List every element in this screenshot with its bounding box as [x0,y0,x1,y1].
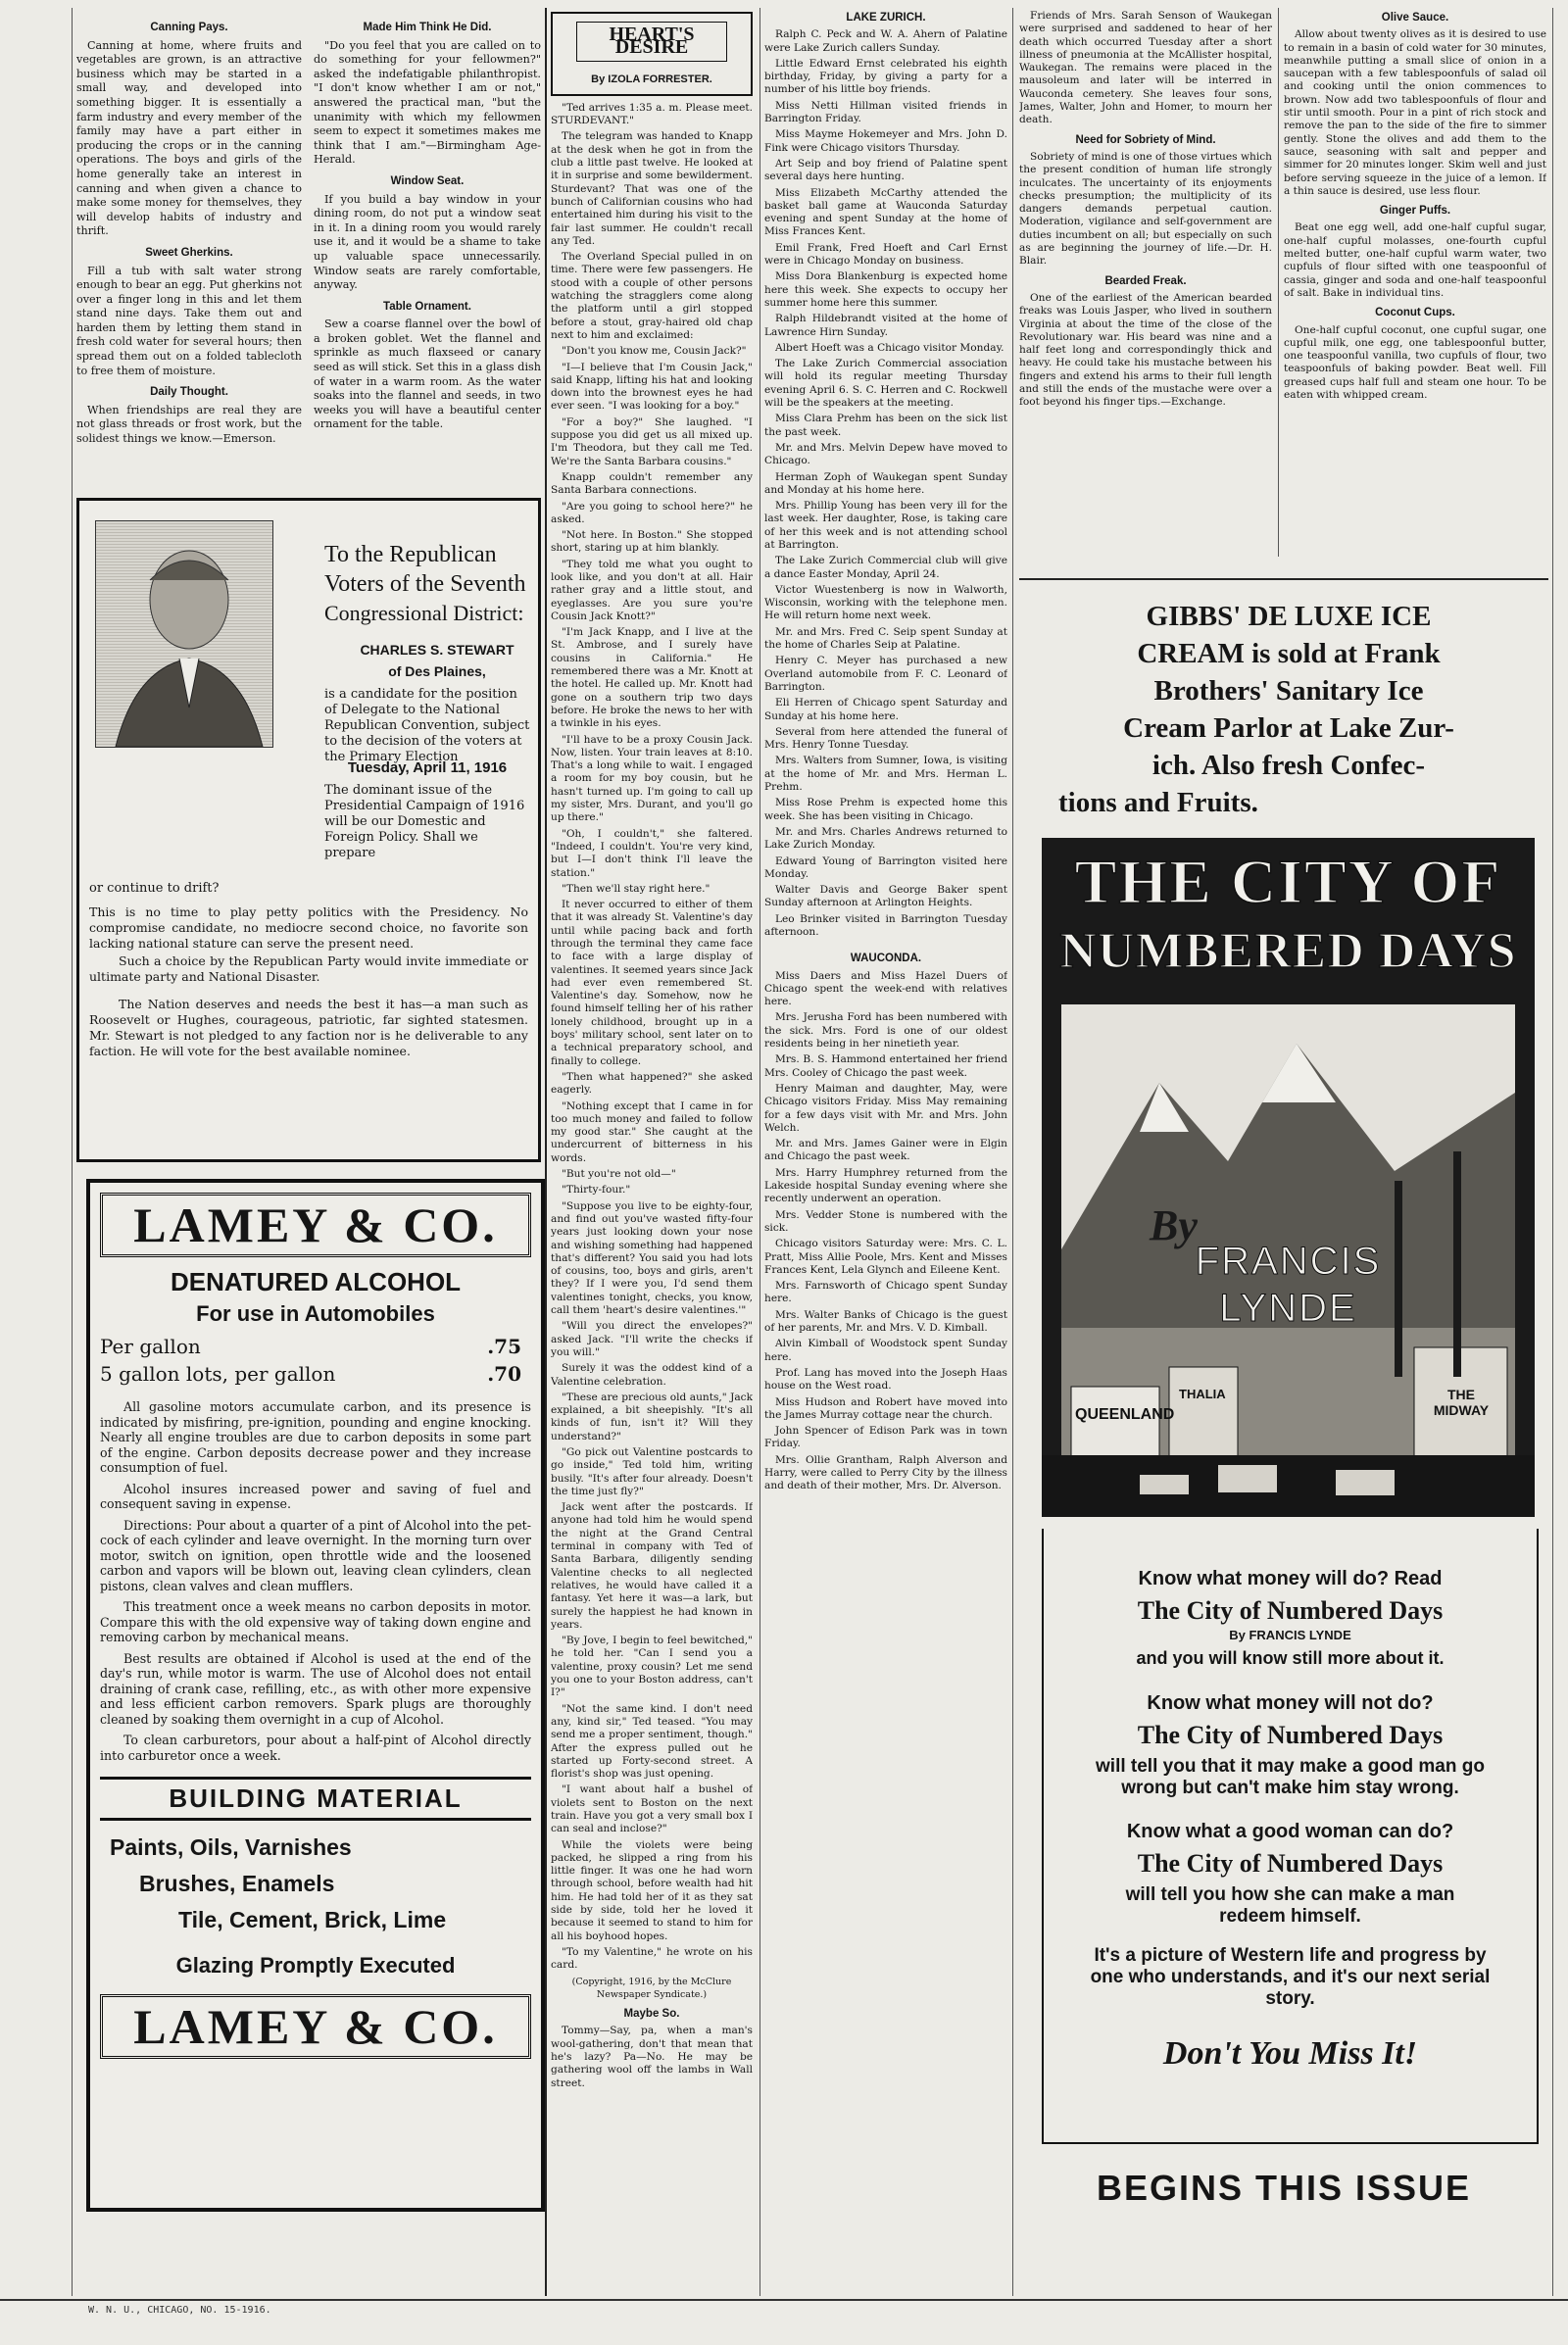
news-item: Mrs. Ollie Grantham, Ralph Alverson and Harry, were called to Perry City by the illness and death of their mother, Mrs. Dr. Alverson. [764,1453,1007,1492]
story-text: "Then we'll stay right here." [562,882,710,895]
gibbs-line-4: Cream Parlor at Lake Zur- [1123,712,1454,744]
lamey-paragraph-6: To clean carburetors, pour about a half-pint of Alcohol directly into carburetor once a week. [100,1733,531,1763]
story-text: "To my Valentine," he wrote on his card. [551,1945,753,1972]
material-line-3: Tile, Cement, Brick, Lime [178,1907,447,1932]
stewart-paragraph-2: Such a choice by the Republican Party would invite immediate or ultimate party and National Disaster. [89,953,528,984]
material-line-2: Brushes, Enamels [139,1871,335,1896]
news-item: Ralph C. Peck and W. A. Ahern of Palatine were Lake Zurich callers Sunday. [764,28,1007,54]
story-text: "Are you going to school here?" he asked. [551,500,753,525]
news-item: Mr. and Mrs. Charles Andrews returned to Lake Zurich Monday. [764,825,1007,852]
price-row-1 [100,1335,521,1358]
made-him-title: Made Him Think He Did. [363,22,492,33]
story-text: "But you're not old—" [562,1168,676,1181]
news-item: Mrs. Walters from Sumner, Iowa, is visiting at the home of Mr. and Mrs. Herman L. Prehm. [764,755,1007,794]
gibbs-line-2: CREAM is sold at Frank [1137,638,1441,669]
product-name: DENATURED ALCOHOL [170,1267,462,1296]
story-text: "Go pick out Valentine postcards to go inside," Ted told him, writing busily. "It's after four already. Doesn't the time just fly?" [551,1445,753,1497]
poster-sign-thalia: THALIA [1179,1387,1226,1401]
canning-pays-text: Canning at home, where fruits and vegetables are grown, is an attractive business which may be started in a small way, and developed into something bigger. It is essentially a farm industry and every member of the family may have a part either in producing the crops or in the canning operations. The boys and girls of the home generally take an interest in canning and when given a chance to make some money for themselves, they will develop habits of industry and thrift. [76,38,302,238]
story-text: The Overland Special pulled in on time. There were few passengers. He stood with a couple of other persons watching the stragglers come along the platform until a girl stopped before a stout, gray-haired old chap next to him and exclaimed: [551,251,753,341]
serial-by: By FRANCIS LYNDE [1229,1628,1351,1642]
news-item: Little Edward Ernst celebrated his eighth birthday, Friday, by giving a party for a number of his little boy friends. [764,57,1007,96]
window-seat-title: Window Seat. [390,174,465,187]
column-5-top [1019,10,1272,559]
story-text: "These are precious old aunts," Jack explained, a bit sheepishly. "It's all kinds of fun, isn't it? Will they understand?" [551,1391,753,1442]
lamey-paragraph-2: Alcohol insures increased power and saving of fuel and consequent saving in expense. [100,1481,531,1511]
news-item: Mrs. Walter Banks of Chicago is the guest of her parents, Mr. and Mrs. V. D. Kimball. [764,1308,1007,1335]
gibbs-line-6: tions and Fruits. [1058,787,1258,818]
candidacy-text: is a candidate for the position of Delegate to the National Republican Convention, subject to the decision of the voters at the Primary Election [324,687,530,764]
stewart-heading-3: Congressional District: [324,601,524,625]
price-2-value: .70 [487,1362,521,1386]
stewart-heading-2: Voters of the Seventh [324,571,526,597]
window-seat-text: If you build a bay window in your dining room, do not put a window seat in it. In a dining room you would rarely use it, and it would be a shame to take up valuable space unnecessarily. Window seats are rarely comfortable, anyway. [314,192,541,292]
news-item: Miss Dora Blankenburg is expected home here this week. She expects to occupy her summer home here this summer. [764,270,1007,309]
ginger-puffs-title: Ginger Puffs. [1379,205,1451,218]
poster-sign-queenland: QUEENLAND [1075,1406,1175,1423]
gherkins-text: Fill a tub with salt water strong enough to bear an egg. Put gherkins not over a finger long in this and let them stand nine days. Take them out and harden them by letting them stand in fresh cold water for several hours; then spread them out on a folded tablecloth to free them of moisture. [76,264,302,377]
price-1-value: .75 [487,1335,521,1358]
story-column [551,10,753,2293]
news-item: Henry Maiman and daughter, May, were Chicago visitors Friday. Miss May remaining for a few days visit with Mr. and Mrs. John Welch. [764,1082,1007,1134]
news-item: Eli Herren of Chicago spent Saturday and Sunday at his home here. [764,697,1007,722]
wauconda-title: WAUCONDA. [850,953,922,965]
thought-title: Daily Thought. [150,386,228,399]
serial-title-2: The City of Numbered Days [1137,1721,1444,1749]
stewart-paragraph-1: This is no time to play petty politics with the Presidency. No compromise candidate, no mediocre second choice, no favorite son lacking national stature can serve the present need. [89,904,528,951]
news-item: Victor Wuestenberg is now in Walworth, Wisconsin, working with the telephone men. He will return home next week. [764,583,1007,622]
news-item: Miss Clara Prehm has been on the sick list the past week. [764,413,1007,438]
stewart-political-ad [76,498,541,1162]
lamey-paragraph-3: Directions: Pour about a quarter of a pint of Alcohol into the pet-cock of each cylinder and leave overnight. In the morning turn over motor, switch on ignition, open throttle wide and the loosened carbon and vapors will be blown out, leaving clean cylinders, clean pistons, clean valves and clean mufflers. [100,1517,531,1593]
senson-obituary: Friends of Mrs. Sarah Senson of Waukegan were surprised and saddened to hear of her death which occurred Tuesday after a short illness of pneumonia at the McAllister hospital, Waukegan. The remains were placed in the mausoleum and later will be interred in Wauconda cemetery. She leaves four sons, James, Walter, John and Homer, to mourn her death. [1019,10,1272,126]
issue-text: The dominant issue of the Presidential Campaign of 1916 will be our Domestic and Foreign Policy. Shall we prepare [324,783,525,860]
story-title-box [551,12,753,96]
coconut-cups-text: One-half cupful coconut, one cupful sugar, one cupful milk, one egg, one tablespoonful butter, one teaspoonful vanilla, two cupfuls of flour, two teaspoonfuls of baking powder. Beat well. Fill greased cups half full and steam one hour. To be eaten with whipped cream. [1284,323,1546,402]
news-item: Several from here attended the funeral of Mrs. Henry Tonne Tuesday. [764,725,1007,752]
section-rule [1019,578,1548,580]
serial-question-3: Know what a good woman can do? [1126,1821,1454,1842]
column-rule [545,8,547,2296]
bearded-freak-title: Bearded Freak. [1104,274,1187,287]
serial-title-1: The City of Numbered Days [1137,1596,1444,1625]
story-text: "I'm Jack Knapp, and I live at the St. Ambrose, and I surely have cousins in California." He remembered there was a Mr. Knott at the hotel. He called up. Mr. Knott had gone on a southern trip two days before. He broke the news to her with a twinkle in his eyes. [551,626,753,730]
story-text: "Thirty-four." [562,1184,631,1197]
product-use: For use in Automobiles [196,1301,435,1326]
table-ornament-title: Table Ornament. [383,300,471,313]
serial-ad [1042,1529,1539,2144]
story-text: "By Jove, I begin to feel bewitched," he told her. "Can I send you a valentine, proxy cousin? Let me send you one to your Boston address, can't I?" [551,1635,753,1699]
news-item: Herman Zoph of Waukegan spent Sunday and Monday at his home here. [764,470,1007,496]
candidate-town: of Des Plaines, [388,663,486,679]
story-text: "Ted arrives 1:35 a. m. Please meet. STURDEVANT." [551,101,753,127]
begins-this-issue: BEGINS THIS ISSUE [1096,2168,1472,2208]
news-item: The Lake Zurich Commercial association will hold its regular meeting Thursday evening April 6. S. C. Herren and C. Rockwell will be the speakers at the meeting. [764,358,1007,410]
column-rule [1012,8,1013,2296]
material-line-4: Glazing Promptly Executed [175,1953,456,1978]
lamey-body [100,1399,531,1763]
news-item: Walter Davis and George Baker spent Sunday afternoon at Arlington Heights. [764,884,1007,909]
news-item: Mrs. B. S. Hammond entertained her friend Mrs. Cooley of Chicago the past week. [764,1053,1007,1079]
news-item: Edward Young of Barrington visited here Monday. [764,855,1007,880]
news-item: Mr. and Mrs. James Gainer were in Elgin and Chicago the past week. [764,1138,1007,1163]
poster-author-2: LYNDE [1219,1287,1357,1330]
serial-poster [1042,838,1535,1517]
story-text: Knapp couldn't remember any Santa Barbara connections. [551,470,753,497]
story-byline: By IZOLA FORRESTER. [591,73,712,85]
story-text: "I'll have to be a proxy Cousin Jack. Now, listen. Your train leaves at 8:10. That's a long while to wait. I engaged a room for my boy cousin, but he hasn't turned up. I'm going to call up my sister, Mrs. Durant, and you'll go up there." [551,733,753,824]
column-rule [1552,8,1553,2296]
olive-sauce-text: Allow about twenty olives as it is desired to use to remain in a basin of cold water for 30 minutes, meanwhile putting a small slice of onion in a saucepan with a few tablespoonfuls of salad oil and cooking until the onion commences to brown. Now add two tablespoonfuls of flour and stir until smooth. Pour in a pint of rich stock and remove the pan to the side of the fire to simmer gently. Stone the olives and add them to the sauce, seasoning with salt and pepper and simmer for 20 minutes longer. Skim well and just before serving squeeze in the juice of a lemon. If a thin sauce is desired, use less flour. [1284,28,1546,197]
story-text: "For a boy?" She laughed. "I suppose you did get us all mixed up. I'm Theodora, but they call me Ted. We're the Santa Barbara cousins." [551,415,753,467]
news-item: Mr. and Mrs. Melvin Depew have moved to Chicago. [764,441,1007,467]
story-copyright: (Copyright, 1916, by the McClure Newspaper Syndicate.) [571,1976,732,2000]
local-news-column [764,10,1007,2293]
news-item: Mrs. Harry Humphrey returned from the Lakeside hospital Sunday evening where she recently underwent an operation. [764,1166,1007,1205]
wauconda-items [764,970,1007,1493]
maybe-so-text: Tommy—Say, pa, when a man's wool-gathering, don't that mean that he's lazy? Pa—No. He may be gathering wool off the lambs in Wall street. [551,2025,753,2089]
gibbs-line-5: ich. Also fresh Confec- [1152,750,1426,781]
story-text: "Then what happened?" she asked eagerly. [551,1070,753,1097]
news-item: Miss Netti Hillman visited friends in Barrington Friday. [764,99,1007,125]
story-text: "Don't you know me, Cousin Jack?" [562,345,747,358]
serial-line-4: It's a picture of Western life and progress by one who understands, and it's our next serial story. [1090,1945,1491,2009]
column-6-top [1284,10,1546,559]
news-item: Mrs. Farnsworth of Chicago spent Sunday here. [764,1280,1007,1305]
election-date: Tuesday, April 11, 1916 [347,759,508,776]
story-text: "Nothing except that I came in for too much money and failed to follow my good star." She caught at the undercurrent of bitterness in his words. [551,1099,753,1164]
poster-author-1: FRANCIS [1195,1240,1382,1283]
lamey-paragraph-4: This treatment once a week means no carbon deposits in motor. Compare this with the old expensive way of taking down engine and removing carbon by mechanical means. [100,1599,531,1644]
column-rule [1278,8,1279,557]
news-item: Mrs. Jerusha Ford has been numbered with the sick. Mrs. Ford is one of our oldest residents being in her ninetieth year. [764,1011,1007,1050]
lamey-co-ad [86,1179,545,2212]
news-item: Miss Daers and Miss Hazel Duers of Chicago spent the week-end with relatives here. [764,969,1007,1008]
story-text: "Not the same kind. I don't need any, kind sir," Ted teased. "You may send me a proper sentiment, though." After the express pulled out he started up Forty-second street. A florist's shop was just opening. [551,1702,753,1781]
stewart-heading-1: To the Republican [324,542,497,567]
made-him-text: "Do you feel that you are called on to do something for your fellowmen?" asked the indefatigable philanthropist. "I don't know whether I am or not," answered the practical man, "but the unanimity with which my fellowmen seem to expect it sometimes makes me think that I am."—Birmingham Age-Herald. [314,38,541,167]
news-item: Mrs. Vedder Stone is numbered with the sick. [764,1208,1007,1234]
news-item: Emil Frank, Fred Hoeft and Carl Ernst were in Chicago Monday on business. [764,241,1007,268]
table-ornament-text: Sew a coarse flannel over the bowl of a broken goblet. Wet the flannel and sprinkle as much flaxseed or canary seed as will stick. Set this in a glass dish of water in a warm room. As the water soaks into the flannel and seeds, in two weeks you will have a beautiful center ornament for the table. [314,318,541,431]
olive-sauce-title: Olive Sauce. [1381,12,1449,24]
thought-text: When friendships are real they are not glass threads or frost work, but the solidest things we know.—Emerson. [76,403,302,446]
story-text: Jack went after the postcards. If anyone had told him he would spend the night at the Grand Central terminal in company with Ted of Santa Barbara, diligently sending Valentine checks to all neglected relatives, he would have called it a fantasy. Yet here it was—a lark, but surely the happiest he had known in years. [551,1501,753,1631]
price-2-label: 5 gallon lots, per gallon [100,1362,336,1386]
drift-text: or continue to drift? [89,881,220,896]
news-item: Prof. Lang has moved into the Joseph Haas house on the West road. [764,1366,1007,1392]
story-text: While the violets were being packed, he slipped a ring from his little finger. It was one he had worn through school, before wealth had hit him. He had told her of it as they sat side by side, told her he loved it because it seemed to stand to him for all his boyhood hopes. [551,1838,753,1942]
news-item: Miss Rose Prehm is expected home this week. She has been visiting in Chicago. [764,797,1007,822]
page-bottom-rule [0,2299,1568,2301]
building-material-heading: BUILDING MATERIAL [100,1777,531,1821]
poster-title-line-2: NUMBERED DAYS [1059,923,1517,979]
news-item: Albert Hoeft was a Chicago visitor Monday. [775,341,1004,354]
story-text: Surely it was the oddest kind of a Valentine celebration. [551,1362,753,1388]
sobriety-text: Sobriety of mind is one of those virtues which the present condition of human life strongly inculcates. The uncertainty of its enjoyments checks presumption; the multiplicity of its dangers demands perpetual caution. Moderation, vigilance and self-government are duties incumbent on all; but especially on such as are beginning the journey of life.—Dr. H. Blair. [1019,150,1272,268]
lamey-paragraph-5: Best results are obtained if Alcohol is used at the end of the day's run, while motor is warm. The use of Alcohol does not entail draining of crank case, refilling, etc., as with other more expensive and less efficient carbon removers. Spark plugs are thoroughly cleaned by soaking them overnight in a cup of Alcohol. [100,1650,531,1727]
lake-zurich-title: LAKE ZURICH. [846,12,926,24]
candidate-portrait [95,520,273,748]
sobriety-title: Need for Sobriety of Mind. [1075,133,1216,146]
story-text: "Suppose you live to be eighty-four, and find out you've wasted fifty-four years just looking down your nose and wishing something had happened that's different? You said you had lots of cousins, too, boys and girls, aren't they? If I were you, I'd send them valentines tonight, checks, you know, call them 'heart's desire valentines.'" [551,1199,753,1317]
poster-by: By [1150,1201,1198,1249]
material-line-1: Paints, Oils, Varnishes [110,1834,352,1860]
story-text: The telegram was handed to Knapp at the desk when he got in from the club a little past twelve. He looked at it in surprise and some bewilderment. Sturdevant? That was one of the bunch of Californian cousins who had entertained him during his visit to the fair last summer. He couldn't recall any Ted. [551,130,753,247]
news-item: Alvin Kimball of Woodstock spent Sunday here. [764,1338,1007,1363]
story-title: HEART'S DESIRE [576,22,727,62]
news-item: Miss Mayme Hokemeyer and Mrs. John D. Fink were Chicago visitors Thursday. [764,128,1007,154]
maybe-so-title: Maybe So. [623,2008,680,2021]
poster-sign-midway: THE MIDWAY [1433,1387,1490,1418]
lamey-paragraph-1: All gasoline motors accumulate carbon, and its presence is indicated by misfiring, pre-ignition, pounding and engine knocking. Nearly all engine troubles are due to carbon deposits in some part of the engine. Carbon deposits decrease power and they increase consumption of fuel. [100,1399,531,1475]
ginger-puffs-text: Beat one egg well, add one-half cupful sugar, one-half cupful molasses, one-fourth cupful melted butter, one-half cupful warm water, two cupfuls of flour sifted with one teaspoonful of cassia, ginger and soda and one-half teaspoonful of salt. Bake in individual tins. [1284,221,1546,299]
candidate-name: CHARLES S. STEWART [360,642,514,658]
serial-line-2: will tell you that it may make a good man go wrong but can't make him stay wrong. [1096,1756,1485,1798]
news-item: Leo Brinker visited in Barrington Tuesday afternoon. [764,912,1007,938]
poster-title-line-1: THE CITY OF [1074,847,1502,916]
news-item: Miss Elizabeth McCarthy attended the basket ball game at Wauconda Saturday evening and spent Sunday at the home of Miss Frances Kent. [764,186,1007,238]
serial-line-3: will tell you how she can make a man redeem himself. [1125,1884,1455,1927]
lamey-logo-top: LAMEY & CO. [100,1193,531,1257]
story-text: "I—I believe that I'm Cousin Jack," said Knapp, lifting his hat and looking down into the brownest eyes he had ever seen. "I was looking for a boy." [551,361,753,413]
story-text: It never occurred to either of them that it was already St. Valentine's day until while pacing back and forth through the terminal they came face to face with a large display of valentines. It seemed years since Jack had ever even remembered St. Valentine's day. Somehow, now he found himself telling her of his rather lonely childhood, brought up in a boys' military school, sent later on to a technical preparatory school, and finally to college. [551,899,753,1067]
imprint-footer: W. N. U., CHICAGO, NO. 15-1916. [88,2305,271,2316]
gibbs-ice-cream-ad [1039,598,1539,821]
news-item: Henry C. Meyer has purchased a new Overland automobile from F. C. Leonard of Barrington. [764,655,1007,693]
serial-question-2: Know what money will not do? [1147,1692,1434,1714]
column-2-top [314,14,541,484]
column-1-top [76,14,302,484]
lake-zurich-items [764,28,1007,939]
news-item: Chicago visitors Saturday were: Mrs. C. L. Pratt, Miss Allie Poole, Mrs. Kent and Misses Frances Kent, Lela Glynch and Eileene Kent. [764,1238,1007,1276]
news-item: Mrs. Phillip Young has been very ill for the last week. Her daughter, Rose, is taking care of her this week and is not attending school at Barrington. [764,500,1007,551]
canning-pays-title: Canning Pays. [150,22,228,33]
stewart-paragraph-3: The Nation deserves and needs the best it has—a man such as Roosevelt or Hughes, courageous, patriotic, far sighted statesmen. Mr. Stewart is not pledged to any faction nor is he deliverable to any faction. He will vote for the best available nominee. [89,997,528,1058]
news-item: Mr. and Mrs. Fred C. Seip spent Sunday at the home of Charles Seip at Palatine. [764,625,1007,652]
serial-question-1: Know what money will do? Read [1138,1568,1443,1589]
story-text: "Not here. In Boston." She stopped short, staring up at him blankly. [551,529,753,555]
news-item: Ralph Hildebrandt visited at the home of Lawrence Hirn Sunday. [764,313,1007,338]
gibbs-line-1: GIBBS' DE LUXE ICE [1146,601,1432,632]
news-item: Art Seip and boy friend of Palatine spent several days here hunting. [764,157,1007,183]
story-text: "They told me what you ought to look like, and you don't at all. Hair rather gray and a little stout, and eyeglasses. Are you sure you're Cousin Jack Knott?" [551,558,753,622]
portrait-drawing [96,521,272,747]
serial-line-1: and you will know still more about it. [1136,1648,1445,1668]
news-item: The Lake Zurich Commercial club will give a dance Easter Monday, April 24. [764,555,1007,580]
serial-dont-miss: Don't You Miss It! [1162,2035,1418,2072]
serial-title-3: The City of Numbered Days [1137,1849,1444,1878]
gherkins-title: Sweet Gherkins. [145,246,233,259]
story-text: "Oh, I couldn't," she faltered. "Indeed, I couldn't. You're very kind, but I—I don't think I'll leave the station." [551,827,753,879]
story-text: "I want about half a bushel of violets sent to Boston on the next train. Have you got a very small box I can seal and inclose?" [551,1783,753,1835]
gibbs-line-3: Brothers' Sanitary Ice [1153,675,1424,707]
price-1-label: Per gallon [100,1335,201,1358]
column-rule [72,8,73,2296]
lamey-logo-bottom: LAMEY & CO. [100,1994,531,2059]
price-row-2 [100,1362,521,1386]
coconut-cups-title: Coconut Cups. [1375,307,1455,319]
bearded-freak-text: One of the earliest of the American bearded freaks was Louis Jasper, who lived in southern Virginia at about the time of the close of the Revolutionary war. His beard was nine and a half feet long and correspondingly thick and heavy. He could take his mustache between his fingers and extend his arms to their full length and still the ends of the mustache were over a foot beyond his finger tips.—Exchange. [1019,291,1272,409]
story-text: "Will you direct the envelopes?" asked Jack. "I'll write the checks if you will." [551,1320,753,1358]
news-item: John Spencer of Edison Park was in town Friday. [764,1425,1007,1450]
news-item: Miss Hudson and Robert have moved into the James Murray cottage near the church. [764,1395,1007,1421]
